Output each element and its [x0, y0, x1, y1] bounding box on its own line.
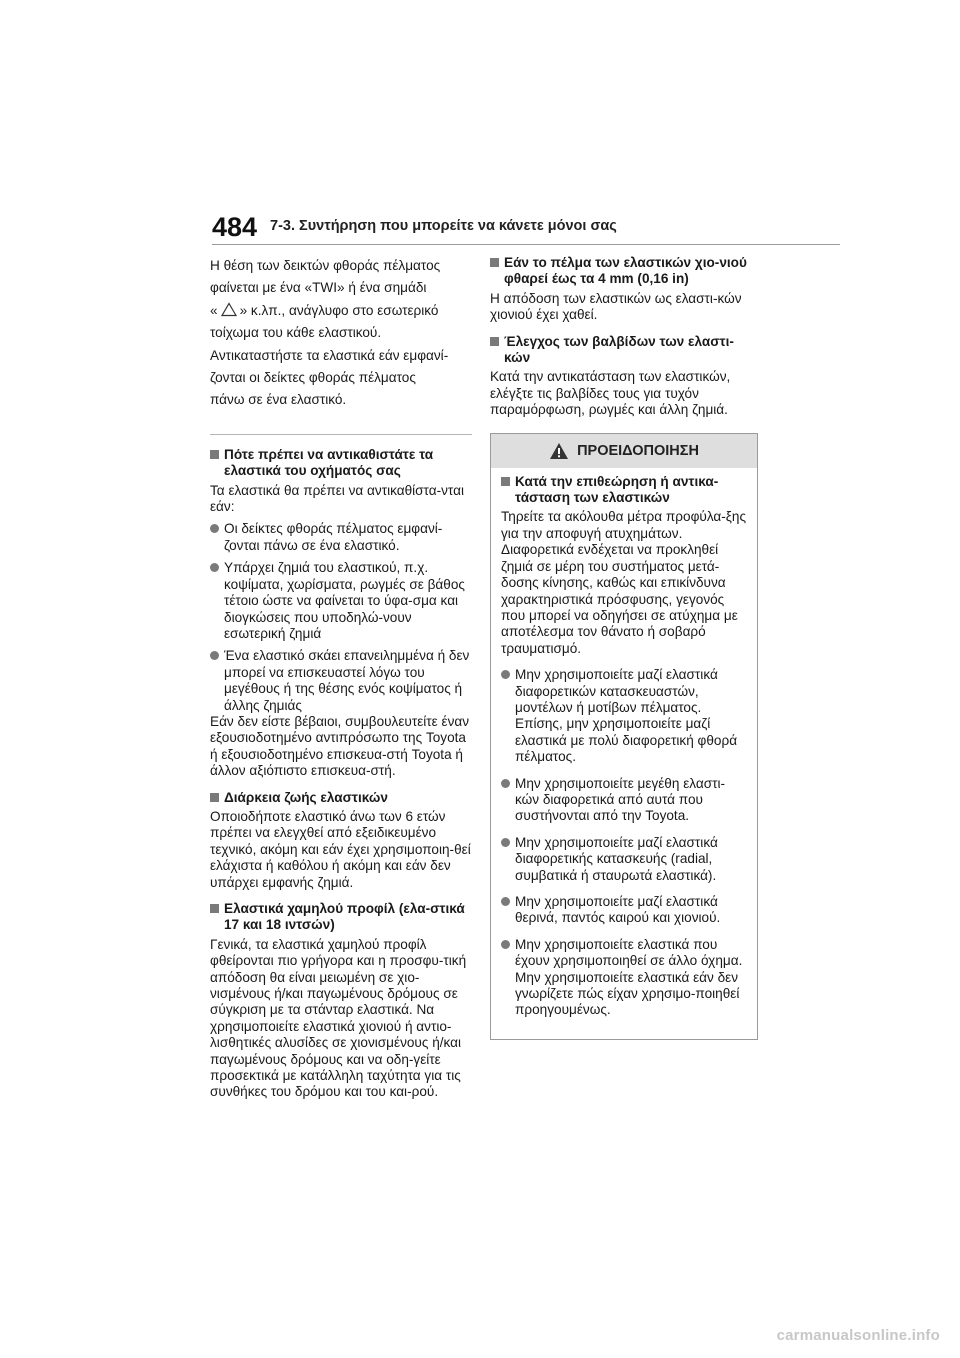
tire-life-section: [210, 790, 472, 891]
warning-header: [491, 434, 757, 468]
section-text: Οποιοδήποτε ελαστικό άνω των 6 ετών πρέπει να ελεγχθεί από εξειδικευμένο τεχνικό, ακόμη και εάν έχει χρησιμοποιη-θεί ελάχιστα ή καθόλου ή ακόμη και εάν δεν υπάρχει εμφανής ζημιά.: [210, 808, 471, 890]
list-item-line: Επίσης, μην χρησιμοποιείτε μαζί ελαστικά με πολύ διαφορετική φθορά πέλματος.: [515, 716, 738, 765]
section-heading: Ελαστικά χαμηλού προφίλ (ελα-στικά 17 και 18 ιντσών): [210, 901, 472, 934]
square-bullet-icon: [501, 477, 510, 486]
section-title: 7-3. Συντήρηση που μπορείτε να κάνετε μόνοι σας: [270, 218, 617, 234]
square-bullet-icon: [490, 258, 499, 267]
triangle-outline-icon: [221, 302, 237, 317]
tread-indicator-intro: [210, 255, 472, 412]
page-number: 484: [212, 212, 258, 242]
square-bullet-icon: [210, 793, 219, 802]
intro-line-end: » κ.λπ., ανάγλυφο στο εσωτερικό: [239, 302, 439, 318]
list-item: [501, 776, 747, 825]
footer-watermark: carmanualsonline.info: [776, 1327, 940, 1344]
warning-text: Τηρείτε τα ακόλουθα μέτρα προφύλα-ξης για την αποφυγή ατυχημάτων. Διαφορετικά ενδέχεται να προκληθεί ζημιά σε μέρη του συστήματος μετά-δοσης κίνησης, καθώς και επικίνδυνα χαρακτηριστικά πρόσφυσης, γεγονός που μπορεί να οδηγήσει σε ατύχημα με αποτέλεσμα τον θάνατο ή σοβαρό τραυματισμό.: [501, 509, 746, 656]
round-bullet-icon: [210, 524, 219, 533]
round-bullet-icon: [501, 940, 510, 949]
section-heading: Πότε πρέπει να αντικαθιστάτε τα ελαστικά του οχήματός σας: [210, 447, 472, 480]
intro-line: πάνω σε ένα ελαστικό.: [210, 392, 347, 408]
warning-title: ΠΡΟΕΙΔΟΠΟΙΗΣΗ: [577, 442, 699, 459]
section-heading: Έλεγχος των βαλβίδων των ελαστι-κών: [490, 334, 758, 367]
list-item: [501, 894, 747, 927]
round-bullet-icon: [501, 670, 510, 679]
warning-triangle-icon: [549, 442, 569, 460]
square-bullet-icon: [210, 450, 219, 459]
list-item: [501, 667, 747, 765]
intro-line: Η θέση των δεικτών φθοράς πέλματος: [210, 258, 441, 273]
section-text: Εάν δεν είστε βέβαιοι, συμβουλευτείτε έναν εξουσιοδοτημένο αντιπρόσωπο της Toyota ή εξουσιοδοτημένο επισκευα-στή Toyota ή άλλον αξιόπιστο επισκευα-στή.: [210, 713, 470, 779]
round-bullet-icon: [501, 838, 510, 847]
warning-body: [491, 468, 757, 1019]
square-bullet-icon: [210, 904, 219, 913]
section-heading: Εάν το πέλμα των ελαστικών χιο-νιού φθαρεί έως τα 4 mm (0,16 in): [490, 255, 758, 288]
intro-line: Αντικαταστήστε τα ελαστικά εάν εμφανί-: [210, 347, 449, 363]
section-heading: Διάρκεια ζωής ελαστικών: [210, 790, 472, 806]
list-item-line: Μην χρησιμοποιείτε μαζί ελαστικά διαφορετικών κατασκευαστών, μοντέλων ή μοτίβων πέλματος.: [515, 667, 718, 715]
snow-tread-section: [490, 255, 758, 324]
intro-line: φαίνεται με ένα «TWI» ή ένα σημάδι: [210, 280, 427, 296]
header-rule: [212, 244, 840, 245]
section-text: Η απόδοση των ελαστικών ως ελαστι-κών χιονιού έχει χαθεί.: [490, 290, 742, 323]
list-item-line: Μην χρησιμοποιείτε μεγέθη ελαστι-κών διαφορετικά από αυτά που συστήνονται από την Toyota.: [515, 775, 726, 824]
section-text: Κατά την αντικατάσταση των ελαστικών, ελέγξτε τις βαλβίδες τους για τυχόν παραμόρφωση, ρωγμές και άλλη ζημιά.: [490, 369, 731, 418]
low-profile-section: [210, 901, 472, 1101]
round-bullet-icon: [210, 651, 219, 660]
page-header: [212, 212, 840, 246]
list-item: Οι δείκτες φθοράς πέλματος εμφανί-ζονται πάνω σε ένα ελαστικό.: [210, 521, 472, 554]
section-divider: [210, 434, 472, 435]
section-text: Γενικά, τα ελαστικά χαμηλού προφίλ φθείρονται πιο γρήγορα και η προσφυ-τική απόδοση θα είναι μειωμένη σε χιο-νισμένους ή/και παγωμένους δρόμους σε σύγκριση με τα στάνταρ ελαστικά. Να χρησιμοποιείτε ελαστικά χιονιού ή αντιο-λισθητικές αλυσίδες σε χιονισμένους ή/και παγωμένους δρόμους και να οδη-γείτε προσεκτικά με κατάλληλη ταχύτητα για τις συνθήκες του δρόμου και του και-ρού.: [210, 936, 467, 1100]
intro-line: τοίχωμα του κάθε ελαστικού.: [210, 325, 382, 341]
when-to-replace-section: [210, 447, 472, 780]
square-bullet-icon: [490, 337, 499, 346]
round-bullet-icon: [501, 779, 510, 788]
section-text: Τα ελαστικά θα πρέπει να αντικαθίστα-νται εάν:: [210, 482, 464, 515]
warning-box: [490, 433, 758, 1040]
list-item-line: Μην χρησιμοποιείτε ελαστικά εάν δεν γνωρίζετε πώς είχαν χρησιμο-ποιηθεί προηγουμένως.: [515, 969, 740, 1018]
right-column: [490, 255, 758, 1040]
list-item-line: Μην χρησιμοποιείτε μαζί ελαστικά θερινά, παντός καιρού και χιονιού.: [515, 894, 721, 926]
list-item-line: Μην χρησιμοποιείτε ελαστικά που έχουν χρησιμοποιηθεί σε άλλο όχημα.: [515, 936, 743, 969]
list-item: [501, 835, 747, 884]
intro-line: [210, 300, 472, 322]
list-item: Ένα ελαστικό σκάει επανειλημμένα ή δεν μπορεί να επισκευαστεί λόγω του μεγέθους ή της θέσης ενός κοψίματος ή άλλης ζημιάς: [210, 648, 472, 714]
warning-heading: Κατά την επιθεώρηση ή αντικα-τάσταση των ελαστικών: [501, 474, 747, 507]
list-item: [501, 937, 747, 1019]
list-item: Υπάρχει ζημιά του ελαστικού, π.χ. κοψίματα, χωρίσματα, ρωγμές σε βάθος τέτοιο ώστε να φαίνεται το ύφα-σμα και διογκώσεις που υποδηλώ-νουν εσωτερική ζημιά: [210, 560, 472, 642]
valve-check-section: [490, 334, 758, 419]
round-bullet-icon: [210, 563, 219, 572]
round-bullet-icon: [501, 897, 510, 906]
list-item-line: Μην χρησιμοποιείτε μαζί ελαστικά διαφορετικής κατασκευής (radial, συμβατικά ή σταυρωτά ελαστικά).: [515, 834, 718, 883]
intro-line: ζονται οι δείκτες φθοράς πέλματος: [210, 370, 416, 386]
left-column: [210, 255, 472, 1111]
intro-line-start: «: [210, 302, 218, 318]
